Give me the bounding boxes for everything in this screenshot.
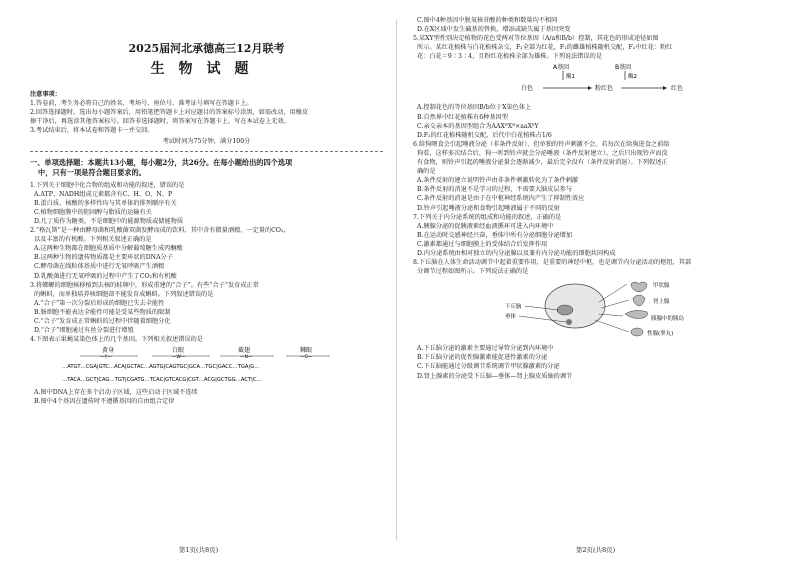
- thyroid-shape: [631, 282, 647, 292]
- notice-item: 1.答卷前，考生务必将自己的姓名、考场号、座位号、准考证号填写在答题卡上。: [30, 100, 253, 108]
- question-stem: 8.下丘脑在人体生命活动调节中起着重要作用，是重要的神经中枢，也是调节内分泌活动的枢纽，其部: [413, 259, 692, 267]
- question-stem: 以及丰富的有机酸。下列相关叙述正确的是: [34, 236, 152, 244]
- option-c: C.亲交亲本的基因型组合为AAXᴮXᴮ×aaXᵇY: [417, 122, 539, 130]
- option-a: A.这两种生物都在细胞质基质中分解葡萄糖生成丙酮酸: [34, 245, 183, 253]
- enzyme-1-label: 酶1: [566, 74, 575, 81]
- question-stem: 6.给狗喂食会引起唾液分泌（非条件反射），但单独的铃声刺激不会。若每次在给狗进食之前给: [413, 140, 670, 148]
- divider: [30, 151, 383, 152]
- section-heading: 一、单项选择题：本题共13小题，每小题2分，共26分。在每小题给出的四个选项: [30, 157, 293, 167]
- option-c: C.激素都通过与细胞膜上的受体结合后发挥作用: [417, 240, 548, 248]
- pancreas-shape: [625, 311, 648, 319]
- option-b: B.蛋白质、核酸的多样性均与其单体的排列顺序有关: [34, 199, 177, 207]
- question-stem: 所示。某红花植株与白花植株杂交，F₁全部为红花，F₁的雌雄植株随机交配，F₂中红花：粉红: [417, 44, 673, 52]
- gene-a-label: A基因: [553, 64, 570, 72]
- question-stem: 5.某XY型性别决定植物的花色受两对等位基因（A/a和B/b）控制，其花色的形成途径如图: [413, 35, 659, 43]
- option-a: A.控制花色的等位基因B/b位于X染色体上: [417, 104, 532, 112]
- option-b: B.这两种生物的遗传物质都是主要环状的DNA分子: [34, 254, 173, 262]
- option-d: D.“合子”细胞通过有丝分裂进行增殖: [34, 327, 134, 335]
- option-a: A.下丘脑分泌的激素主要通过导管分泌到内环境中: [417, 345, 554, 353]
- hypothalamus-shape: [557, 305, 573, 315]
- option-d: D.内分泌系统由相对独立的内分泌腺以及兼有内分泌功能的细胞共同构成: [417, 249, 616, 257]
- option-d: D.F₂的红花植株随机交配，后代中白花植株占1/6: [417, 131, 552, 139]
- enzyme-2-label: 酶2: [628, 74, 637, 81]
- arrow: [595, 320, 629, 332]
- gene-code: —Y—: [100, 355, 112, 361]
- notice-item: 3.考试结束后，将本试卷和答题卡一并交回。: [30, 127, 154, 135]
- question-stem: 的蝌蚪，而单独培养核细胞却不能发育成蝌蚪。下列叙述错误的是: [34, 290, 214, 298]
- hypothalamus-label: 下丘脑: [505, 304, 522, 311]
- question-stem: 1.下列关于细胞中化合物的组成和功能的叙述，错误的是: [30, 181, 185, 189]
- option-a: A.“合子”第一次分裂后形成的细胞已失去全能性: [34, 299, 165, 307]
- flower-color-pathway-diagram: [493, 62, 753, 102]
- option-a: A.ATP、NADH组成元素都含有C、H、O、N、P: [34, 190, 173, 198]
- option-b: B.条件反射的消退不是学习的过程，不需要大脑皮层参与: [417, 186, 573, 194]
- notice-heading: 注意事项：: [30, 91, 61, 98]
- option-d: D.在X区域中发生碱基的替换，增添或缺失属于基因突变: [417, 26, 571, 34]
- pituitary-shape: [566, 319, 572, 325]
- pituitary-label: 垂体: [505, 314, 517, 321]
- gene-label: 白眼: [172, 347, 185, 355]
- brain-outline: [545, 284, 605, 328]
- dna-strand-bottom: …TACA…GCT|CAG…TGT|CGATG…TCAC|GTCACG|CGT…ACG|GCTGG…ACT|C…: [62, 377, 262, 384]
- page-number: 第1页(共8页): [178, 546, 219, 554]
- hypothalamus-diagram: [503, 278, 703, 342]
- option-a: A.条件反射的建立说明铃声由非条件刺激转化为了条件刺激: [417, 177, 579, 185]
- exam-subject: 生物试题: [150, 61, 263, 77]
- option-a: A.图中DNA上存在多个启动子区域，这些启动子区域不连续: [34, 389, 198, 397]
- option-c: C.酵母菌在线粒体基质中进行无氧呼吸产生酒精: [34, 263, 165, 271]
- gonad-label: 性腺(睾丸): [647, 331, 674, 338]
- exam-time: 考试时间为75分钟，满分100分: [162, 138, 251, 146]
- gene-label: 截翅: [238, 347, 251, 355]
- question-stem: 分调节过程如图所示。下列说法正确的是: [417, 268, 529, 276]
- pancreas-label: 胰腺中的胰岛: [651, 316, 685, 323]
- question-stem: 有食物，则铃声引起的唾液分泌量会逐渐减少，最后完全没有（条件反射消退）。下列叙述正: [417, 159, 668, 167]
- red-pigment-label: 红色: [671, 85, 684, 93]
- option-b: B.肠细胞不能表达全能性可能是受某些物质的限制: [34, 308, 171, 316]
- option-a: A.胰腺分泌的促胰液素经血液循环可进入内环境中: [417, 222, 554, 230]
- exam-title: 2025届河北承德高三12月联考: [128, 42, 285, 55]
- question-stem: 确的是: [417, 168, 436, 176]
- page-right: [397, 0, 794, 562]
- gene-code: —G—: [300, 355, 313, 361]
- gene-label: 棘眼: [300, 347, 313, 355]
- question-stem: 4.下图表示果蝇某染色体上的几个基因。下列相关叙述错误的是: [30, 336, 203, 344]
- adrenal-label: 肾上腺: [653, 299, 670, 306]
- question-stem: 3.将蝾螈的细胞核移植到去核的蛙卵中，形成重建的“合子”。有些“合子”发育成正常: [30, 281, 259, 289]
- question-stem: 狗看，这样多次结合后，狗一听到铃声就会分泌唾液（条件反射建立）。之后只出现铃声而没: [417, 149, 668, 157]
- option-d: D.乳酸菌进行无氧呼吸的过程中产生了CO₂和有机酸: [34, 272, 177, 280]
- thyroid-label: 甲状腺: [653, 283, 670, 290]
- page-number: 第2页(共8页): [575, 546, 616, 554]
- option-b: B.在运动时交感神经兴奋，垂体中所有分泌细胞分泌增加: [417, 231, 573, 239]
- section-heading: 中，只有一项是符合题目要求的。: [38, 167, 146, 177]
- white-pigment-label: 白色: [521, 85, 534, 93]
- option-c: C.图中4种基因中脱氧核苷酸的种类和数量均不相同: [417, 17, 558, 24]
- gene-label: 黄身: [102, 347, 115, 355]
- option-b: B.自然界中红花植株有6种基因型: [417, 113, 508, 121]
- gene-map-diagram: [60, 345, 410, 387]
- question-stem: 2.“格瓦斯”是一种由酵母菌和乳酸菌双菌发酵而成的饮料，其中含有微量酒精、一定量的CO₂，: [30, 227, 290, 235]
- question-stem: 花：白花＝9∶3∶4，且粉红花植株全部为雄株。下列说法错误的是: [417, 53, 603, 61]
- arrow-head: [588, 86, 592, 90]
- option-b: B.下丘脑分泌的促性腺激素能促进性激素的分泌: [417, 354, 548, 362]
- option-b: B.图中4个基因在遗传时不遵循基因的自由组合定律: [34, 398, 175, 406]
- dna-strand-top: …ATGT…CGA|GTC…ACA|GCTAC…AGTG|CAGTGC|GCA…TGC|GACC…TGA|G…: [62, 364, 260, 371]
- option-c: C.下丘脑能通过分级调节系统调节甲状腺激素的分泌: [417, 363, 560, 371]
- option-c: C.植物细胞膜中的胆固醇与脂质的运输有关: [34, 208, 152, 216]
- option-d: D.铃声引起唾液分泌和食物引起唾液属于不同的反射: [417, 204, 560, 212]
- notice-item: 擦干净后，再选涂其他答案标号。回答非选择题时，将答案写在答题卡上，写在本试卷上无效。: [30, 118, 290, 126]
- gene-code: —N—: [240, 355, 253, 361]
- arrow: [599, 284, 627, 302]
- option-d: D.肾上腺素的分泌受下丘脑—垂体—肾上腺皮质轴的调节: [417, 372, 573, 380]
- option-c: C.条件反射的消退是由于在中枢神经系统内产生了抑制性效应: [417, 195, 585, 203]
- option-d: D.几丁质作为糖类，不是细胞中的能源物质或储能物质: [34, 217, 184, 225]
- pink-pigment-label: 粉红色: [595, 85, 614, 93]
- adrenal-shape: [633, 295, 645, 306]
- arrow-head: [663, 86, 667, 90]
- gene-b-label: B基因: [615, 64, 632, 72]
- question-stem: 7.下列关于内分泌系统的组成和功能的叙述，正确的是: [413, 213, 562, 221]
- option-c: C.“合子”发育成正常蝌蚪的过程中伴随着细胞分化: [34, 317, 171, 325]
- gene-code: —W—: [172, 355, 186, 361]
- notice-item: 2.回答选择题时，选出每小题答案后，用铅笔把答题卡上对应题目的答案标号涂黑，如需改动，用橡皮: [30, 109, 309, 117]
- gonad-shape: [631, 328, 643, 336]
